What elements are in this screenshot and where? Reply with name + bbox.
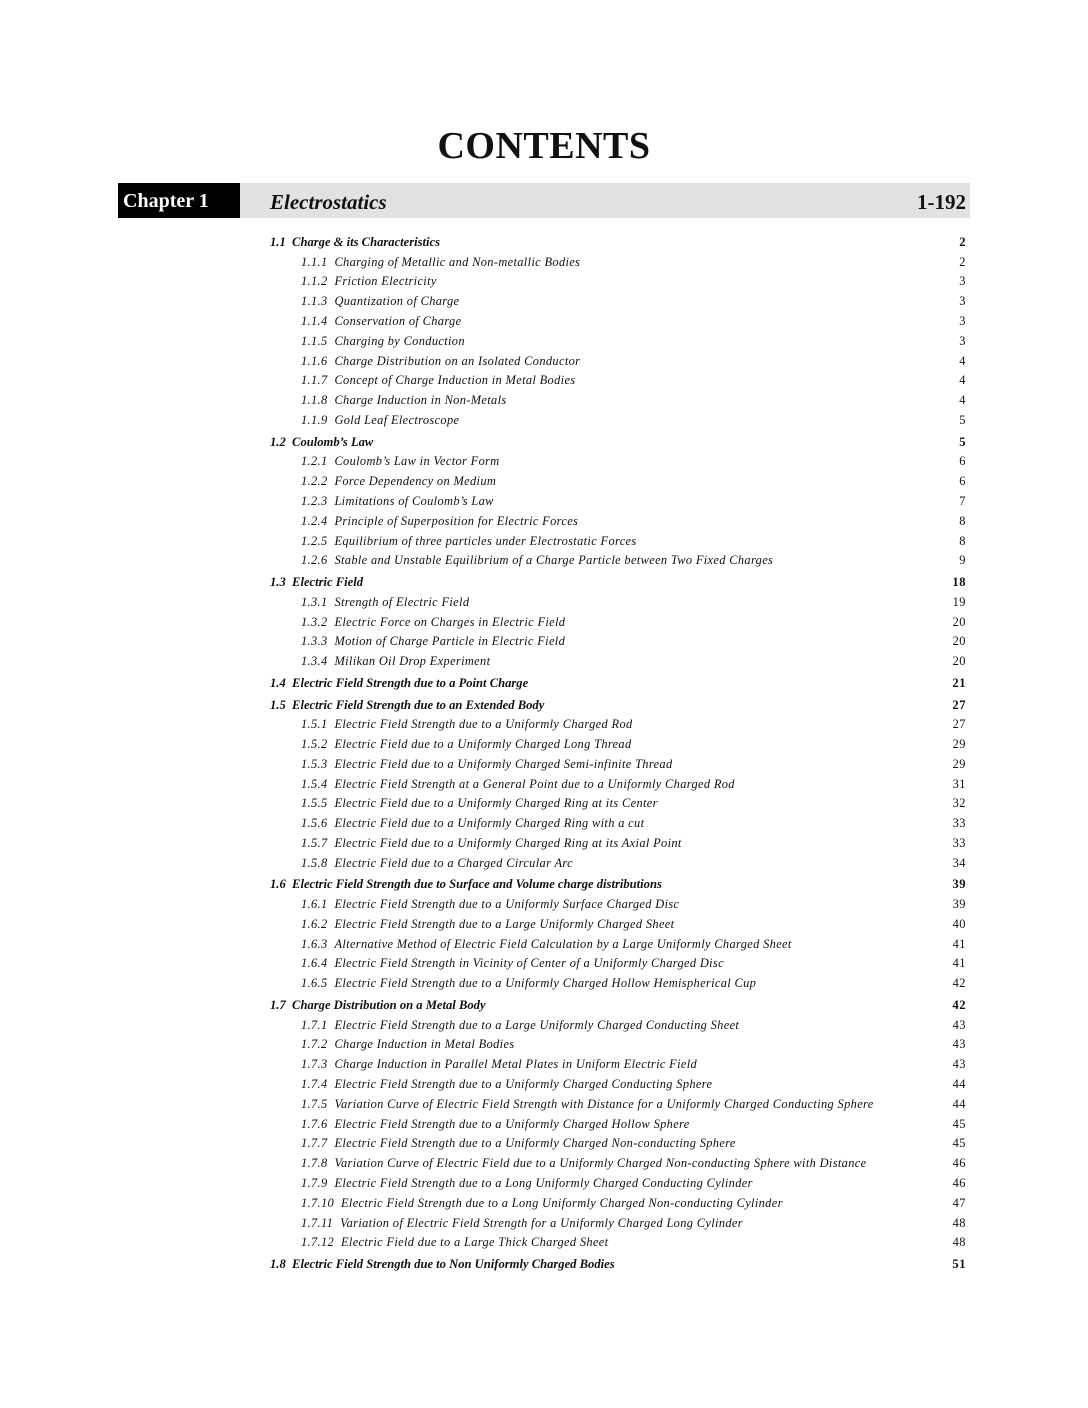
entry-page-number: 3 <box>959 313 966 328</box>
entry-page-number: 42 <box>952 998 966 1013</box>
toc-subsection-entry[interactable] <box>270 775 966 795</box>
entry-page-number: 33 <box>952 835 966 850</box>
entry-page-number: 43 <box>952 1017 966 1032</box>
entry-number: 1.3.2 <box>301 614 328 629</box>
entry-page-number: 48 <box>952 1235 966 1250</box>
entry-title: Electric Field Strength due to a Long Uniformly Charged Conducting Cylinder <box>334 1176 753 1191</box>
entry-page-number: 19 <box>952 594 966 609</box>
entry-title: Principle of Superposition for Electric Forces <box>334 513 579 528</box>
entry-page-number: 20 <box>952 614 966 629</box>
entry-number: 1.5.3 <box>301 756 328 771</box>
entry-title: Force Dependency on Medium <box>334 474 497 489</box>
entry-page-number: 40 <box>952 916 966 931</box>
entry-number: 1.5.8 <box>301 855 328 870</box>
entry-number: 1.3 <box>270 575 286 590</box>
toc-subsection-entry[interactable] <box>270 312 966 332</box>
entry-title: Concept of Charge Induction in Metal Bodies <box>334 373 576 388</box>
entry-number: 1.5.4 <box>301 776 328 791</box>
entry-page-number: 46 <box>952 1156 966 1171</box>
entry-number: 1.1 <box>270 235 286 249</box>
toc-section-entry[interactable] <box>270 994 966 1016</box>
toc-subsection-entry[interactable] <box>270 1134 966 1154</box>
toc-subsection-entry[interactable] <box>270 391 966 411</box>
entry-number: 1.2.1 <box>301 454 328 469</box>
entry-page-number: 44 <box>952 1077 966 1092</box>
entry-title: Electric Field Strength due to a Uniformly Charged Hollow Hemispherical Cup <box>334 976 757 991</box>
entry-number: 1.1.7 <box>301 373 328 388</box>
entry-number: 1.3.1 <box>301 594 328 609</box>
entry-number: 1.7.4 <box>301 1077 328 1092</box>
entry-page-number: 20 <box>952 634 966 649</box>
entry-page-number: 4 <box>959 373 966 388</box>
entry-page-number: 43 <box>952 1057 966 1072</box>
entry-number: 1.7.10 <box>301 1195 335 1210</box>
toc-subsection-entry[interactable] <box>270 915 966 935</box>
entry-title: Electric Field due to a Uniformly Charged Ring at its Axial Point <box>334 835 682 850</box>
entry-page-number: 27 <box>952 717 966 732</box>
entry-number: 1.7.11 <box>301 1215 334 1230</box>
toc-subsection-entry[interactable] <box>270 854 966 874</box>
entry-number: 1.5.5 <box>301 796 328 811</box>
entry-number: 1.7.3 <box>301 1057 328 1072</box>
toc-subsection-entry[interactable] <box>270 735 966 755</box>
toc-subsection-entry[interactable] <box>270 632 966 652</box>
entry-title: Charge & its Characteristics <box>292 235 441 249</box>
entry-number: 1.3.4 <box>301 654 328 669</box>
entry-number: 1.7.7 <box>301 1136 328 1151</box>
toc-subsection-entry[interactable] <box>270 954 966 974</box>
entry-title: Electric Field Strength due to a Uniformly Charged Conducting Sphere <box>334 1077 713 1092</box>
entry-number: 1.1.4 <box>301 313 328 328</box>
entry-page-number: 6 <box>959 474 966 489</box>
entry-number: 1.1.9 <box>301 412 328 427</box>
toc-subsection-entry[interactable] <box>270 1055 966 1075</box>
entry-number: 1.7 <box>270 998 286 1013</box>
entry-title: Electric Force on Charges in Electric Field <box>334 614 566 629</box>
entry-number: 1.5 <box>270 697 286 712</box>
entry-page-number: 34 <box>952 855 966 870</box>
entry-number: 1.5.1 <box>301 717 328 732</box>
entry-page-number: 39 <box>952 877 966 892</box>
entry-title: Friction Electricity <box>334 274 437 289</box>
chapter-header-bar <box>240 183 970 218</box>
toc-subsection-entry[interactable] <box>270 834 966 854</box>
entry-page-number: 5 <box>959 434 966 449</box>
entry-page-number: 29 <box>952 736 966 751</box>
entry-number: 1.7.6 <box>301 1116 328 1131</box>
entry-title: Variation of Electric Field Strength for a Uniformly Charged Long Cylinder <box>340 1215 743 1230</box>
entry-page-number: 27 <box>952 697 966 712</box>
entry-page-number: 21 <box>952 675 966 690</box>
entry-page-number: 6 <box>959 454 966 469</box>
entry-number: 1.6.4 <box>301 956 328 971</box>
toc-subsection-entry[interactable] <box>270 715 966 735</box>
toc-subsection-entry[interactable] <box>270 613 966 633</box>
entry-title: Stable and Unstable Equilibrium of a Charge Particle between Two Fixed Charges <box>334 553 774 568</box>
toc-section-entry[interactable] <box>270 431 966 453</box>
toc-section-entry[interactable] <box>270 672 966 694</box>
entry-title: Electric Field Strength due to a Uniformly Charged Hollow Sphere <box>334 1116 690 1131</box>
entry-title: Limitations of Coulomb’s Law <box>334 493 494 508</box>
entry-title: Electric Field Strength at a General Point due to a Uniformly Charged Rod <box>334 776 735 791</box>
toc-subsection-entry[interactable] <box>270 794 966 814</box>
toc-subsection-entry[interactable] <box>270 1194 966 1214</box>
entry-title: Quantization of Charge <box>334 294 460 309</box>
toc-subsection-entry[interactable] <box>270 814 966 834</box>
toc-subsection-entry[interactable] <box>270 1154 966 1174</box>
entry-page-number: 41 <box>952 936 966 951</box>
toc-section-entry[interactable] <box>270 1253 966 1275</box>
entry-page-number: 33 <box>952 816 966 831</box>
toc-subsection-entry[interactable] <box>270 452 966 472</box>
toc-section-entry[interactable] <box>270 571 966 593</box>
toc-subsection-entry[interactable] <box>270 935 966 955</box>
entry-page-number: 8 <box>959 533 966 548</box>
entry-title: Electric Field <box>292 575 364 590</box>
entry-title: Coulomb’s Law <box>292 434 374 449</box>
toc-subsection-entry[interactable] <box>270 652 966 672</box>
entry-page-number: 3 <box>959 333 966 348</box>
entry-number: 1.2.3 <box>301 493 328 508</box>
entry-page-number: 3 <box>959 274 966 289</box>
entry-title: Electric Field Strength due to a Uniformly Surface Charged Disc <box>334 897 680 912</box>
entry-number: 1.7.5 <box>301 1096 328 1111</box>
entry-title: Electric Field due to a Uniformly Charged Ring with a cut <box>334 816 645 831</box>
toc-subsection-entry[interactable] <box>270 371 966 391</box>
toc-section-entry[interactable] <box>270 231 966 253</box>
entry-number: 1.7.8 <box>301 1156 328 1171</box>
entry-title: Charging by Conduction <box>334 333 465 348</box>
entry-title: Electric Field Strength due to an Extended Body <box>292 697 545 712</box>
entry-title: Equilibrium of three particles under Electrostatic Forces <box>334 533 637 548</box>
entry-title: Motion of Charge Particle in Electric Field <box>334 634 566 649</box>
entry-title: Electric Field due to a Large Thick Charged Sheet <box>340 1235 609 1250</box>
entry-number: 1.3.3 <box>301 634 328 649</box>
chapter-label: Chapter 1 <box>118 183 240 218</box>
entry-number: 1.2 <box>270 434 286 449</box>
entry-number: 1.7.2 <box>301 1037 328 1052</box>
entry-title: Electric Field due to a Uniformly Charged Semi-infinite Thread <box>334 756 673 771</box>
entry-title: Alternative Method of Electric Field Calculation by a Large Uniformly Charged Sheet <box>334 936 792 951</box>
entry-page-number: 9 <box>959 553 966 568</box>
entry-page-number: 45 <box>952 1136 966 1151</box>
toc-subsection-entry[interactable] <box>270 253 966 273</box>
entry-number: 1.4 <box>270 675 286 690</box>
toc-section-entry[interactable] <box>270 873 966 895</box>
entry-title: Electric Field Strength due to Surface and Volume charge distributions <box>292 877 662 892</box>
entry-page-number: 7 <box>959 493 966 508</box>
entry-number: 1.5.6 <box>301 816 328 831</box>
entry-title: Electric Field Strength due to a Long Uniformly Charged Non-conducting Cylinder <box>340 1195 783 1210</box>
entry-number: 1.1.6 <box>301 353 328 368</box>
entry-page-number: 4 <box>959 353 966 368</box>
entry-title: Charge Induction in Parallel Metal Plates in Uniform Electric Field <box>334 1057 698 1072</box>
entry-title: Charge Induction in Non-Metals <box>334 393 507 408</box>
entry-page-number: 29 <box>952 756 966 771</box>
entry-page-number: 2 <box>959 254 966 269</box>
entry-page-number: 48 <box>952 1215 966 1230</box>
entry-number: 1.1.2 <box>301 274 328 289</box>
toc-subsection-entry[interactable] <box>270 532 966 552</box>
toc-subsection-entry[interactable] <box>270 492 966 512</box>
entry-page-number: 5 <box>959 412 966 427</box>
entry-number: 1.2.6 <box>301 553 328 568</box>
toc-subsection-entry[interactable] <box>270 895 966 915</box>
entry-number: 1.5.2 <box>301 736 328 751</box>
toc-subsection-entry[interactable] <box>270 1075 966 1095</box>
toc-subsection-entry[interactable] <box>270 974 966 994</box>
entry-title: Charge Distribution on an Isolated Conductor <box>334 353 581 368</box>
entry-page-number: 3 <box>959 294 966 309</box>
toc-subsection-entry[interactable] <box>270 272 966 292</box>
toc-subsection-entry[interactable] <box>270 411 966 431</box>
entry-number: 1.2.5 <box>301 533 328 548</box>
toc-subsection-entry[interactable] <box>270 1016 966 1036</box>
entry-title: Charging of Metallic and Non-metallic Bodies <box>334 254 581 269</box>
entry-page-number: 18 <box>952 575 966 590</box>
entry-title: Charge Induction in Metal Bodies <box>334 1037 515 1052</box>
entry-number: 1.1.1 <box>301 254 328 269</box>
entry-title: Strength of Electric Field <box>334 594 470 609</box>
entry-page-number: 32 <box>952 796 966 811</box>
entry-page-number: 41 <box>952 956 966 971</box>
toc-subsection-entry[interactable] <box>270 593 966 613</box>
toc-subsection-entry[interactable] <box>270 1035 966 1055</box>
toc-subsection-entry[interactable] <box>270 1233 966 1253</box>
entry-number: 1.2.4 <box>301 513 328 528</box>
entry-number: 1.1.8 <box>301 393 328 408</box>
entry-title: Electric Field Strength due to a Large Uniformly Charged Sheet <box>334 916 675 931</box>
entry-title: Electric Field Strength due to a Uniformly Charged Non-conducting Sphere <box>334 1136 736 1151</box>
entry-number: 1.7.9 <box>301 1176 328 1191</box>
entry-number: 1.2.2 <box>301 474 328 489</box>
entry-number: 1.5.7 <box>301 835 328 850</box>
toc-subsection-entry[interactable] <box>270 512 966 532</box>
entry-page-number: 39 <box>952 897 966 912</box>
entry-number: 1.8 <box>270 1257 286 1272</box>
entry-page-number: 43 <box>952 1037 966 1052</box>
entry-title: Milikan Oil Drop Experiment <box>334 654 491 669</box>
entry-number: 1.7.1 <box>301 1017 328 1032</box>
toc-subsection-entry[interactable] <box>270 755 966 775</box>
entry-page-number: 51 <box>952 1257 966 1272</box>
chapter-page-range: 1-192 <box>917 190 966 214</box>
entry-number: 1.6.5 <box>301 976 328 991</box>
entry-number: 1.6.2 <box>301 916 328 931</box>
toc-list <box>270 231 966 1275</box>
toc-subsection-entry[interactable] <box>270 551 966 571</box>
entry-number: 1.7.12 <box>301 1235 335 1250</box>
entry-page-number: 31 <box>952 776 966 791</box>
toc-section-entry[interactable] <box>270 694 966 716</box>
toc-subsection-entry[interactable] <box>270 292 966 312</box>
toc-subsection-entry[interactable] <box>270 1214 966 1234</box>
entry-title: Electric Field due to a Uniformly Charged Ring at its Center <box>334 796 658 811</box>
entry-title: Charge Distribution on a Metal Body <box>292 998 486 1013</box>
entry-number: 1.6 <box>270 877 286 892</box>
entry-page-number: 45 <box>952 1116 966 1131</box>
entry-number: 1.6.1 <box>301 897 328 912</box>
entry-title: Electric Field Strength due to a Large Uniformly Charged Conducting Sheet <box>334 1017 740 1032</box>
entry-page-number: 4 <box>959 393 966 408</box>
entry-title: Electric Field Strength due to a Point Charge <box>292 675 529 690</box>
entry-title: Electric Field Strength due to a Uniformly Charged Rod <box>334 717 633 732</box>
entry-title: Coulomb’s Law in Vector Form <box>334 454 500 469</box>
entry-title: Gold Leaf Electroscope <box>334 412 460 427</box>
toc-subsection-entry[interactable] <box>270 472 966 492</box>
entry-title: Electric Field Strength in Vicinity of Center of a Uniformly Charged Disc <box>334 956 724 971</box>
entry-page-number: 42 <box>952 976 966 991</box>
entry-number: 1.6.3 <box>301 936 328 951</box>
entry-title: Variation Curve of Electric Field Strength with Distance for a Uniformly Charged Conducting Sphere <box>334 1096 874 1111</box>
entry-page-number: 44 <box>952 1096 966 1111</box>
entry-page-number: 47 <box>952 1195 966 1210</box>
entry-title: Electric Field Strength due to Non Uniformly Charged Bodies <box>292 1257 615 1272</box>
entry-page-number: 2 <box>959 235 966 249</box>
chapter-name: Electrostatics <box>270 190 387 214</box>
page-title: CONTENTS <box>437 125 651 167</box>
toc-subsection-entry[interactable] <box>270 1174 966 1194</box>
entry-title: Variation Curve of Electric Field due to a Uniformly Charged Non-conducting Sphere with Distance <box>334 1156 867 1171</box>
entry-title: Conservation of Charge <box>334 313 462 328</box>
toc-subsection-entry[interactable] <box>270 1095 966 1115</box>
entry-number: 1.1.3 <box>301 294 328 309</box>
entry-page-number: 46 <box>952 1176 966 1191</box>
entry-title: Electric Field due to a Charged Circular Arc <box>334 855 573 870</box>
entry-page-number: 8 <box>959 513 966 528</box>
entry-page-number: 20 <box>952 654 966 669</box>
entry-number: 1.1.5 <box>301 333 328 348</box>
entry-title: Electric Field due to a Uniformly Charged Long Thread <box>334 736 632 751</box>
toc-subsection-entry[interactable] <box>270 332 966 352</box>
toc-subsection-entry[interactable] <box>270 352 966 372</box>
toc-subsection-entry[interactable] <box>270 1115 966 1135</box>
